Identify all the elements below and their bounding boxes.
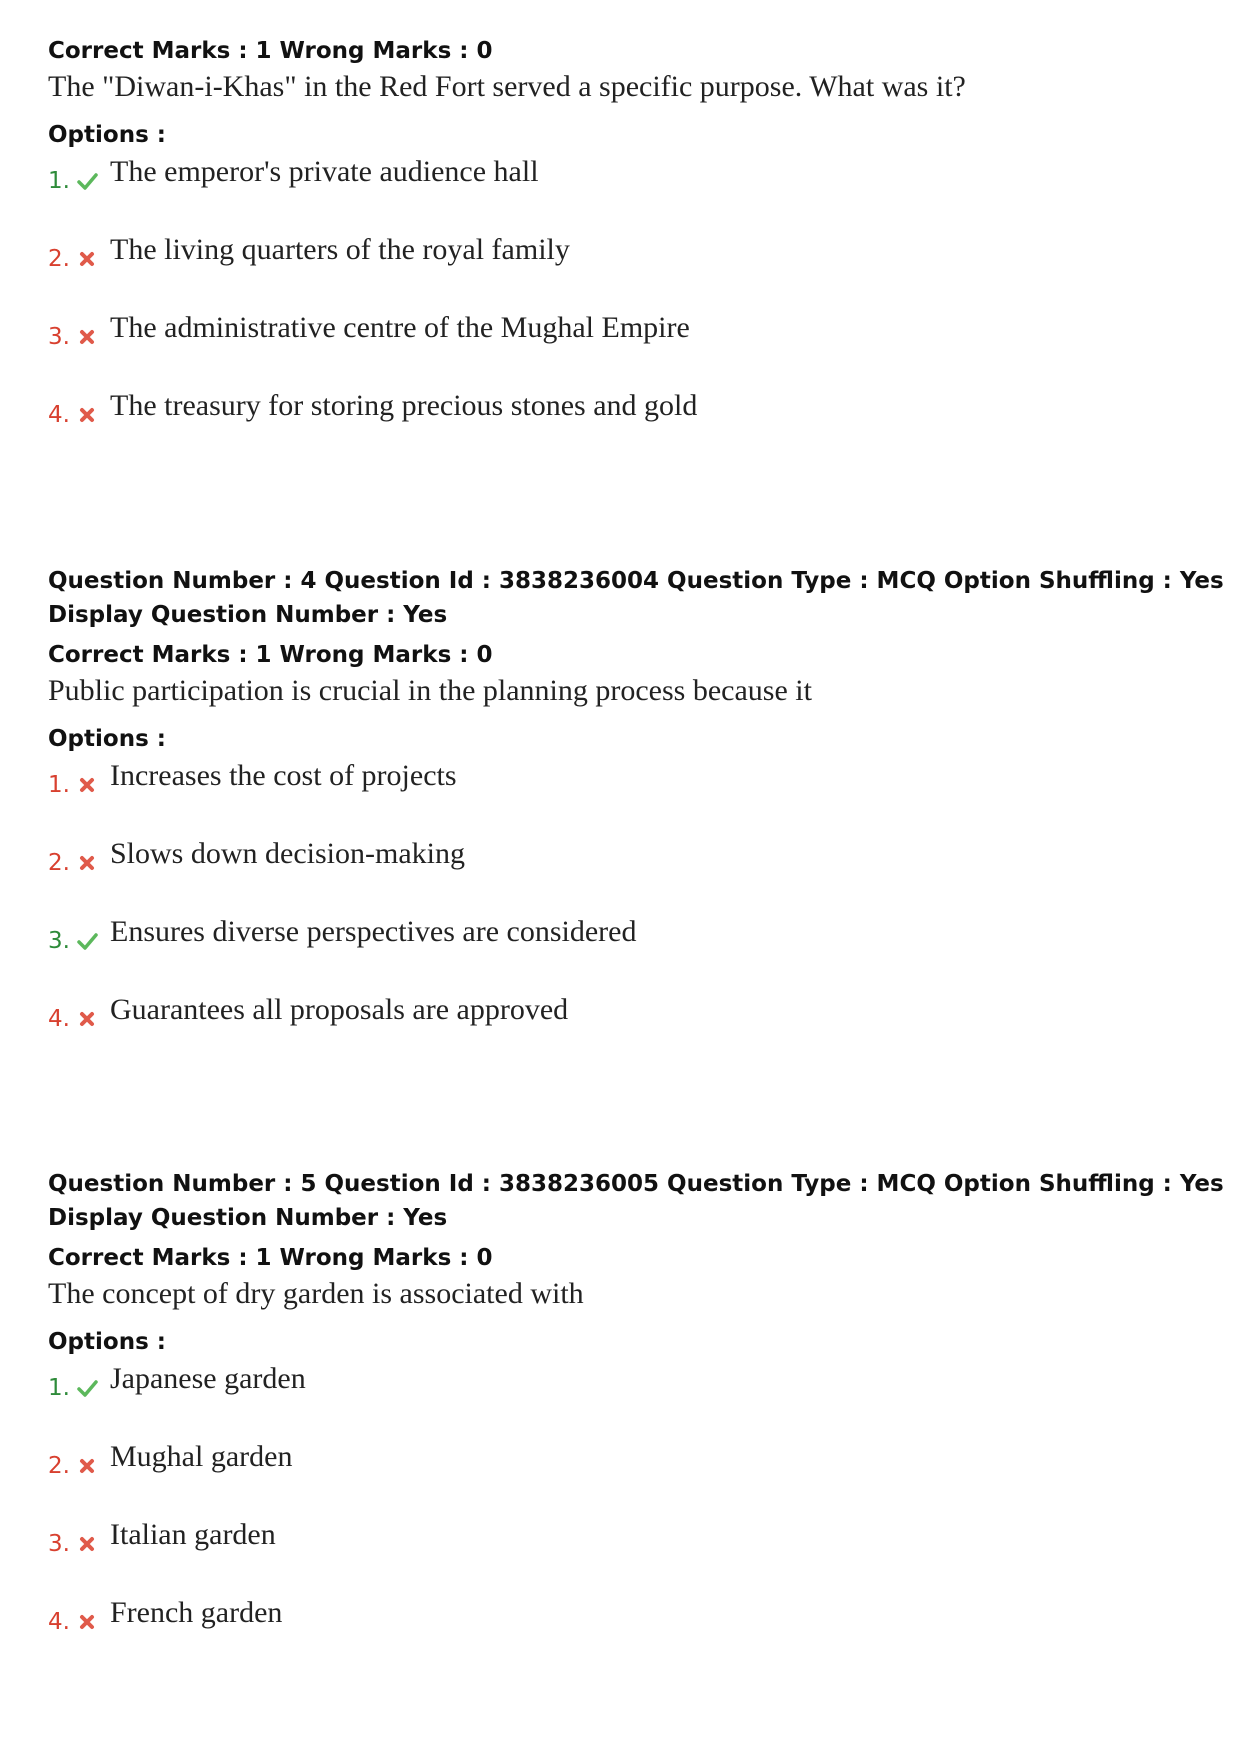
check-icon (76, 930, 98, 952)
options-label: Options : (48, 122, 166, 148)
option-number: 4. (48, 1609, 70, 1635)
question-header: Question Number : 5 Question Id : 3838236005 Question Type : MCQ Option Shuffling : Yes (48, 1171, 1224, 1197)
option-item[interactable] (48, 1359, 1208, 1437)
option-item[interactable] (48, 1437, 1208, 1515)
option-item[interactable] (48, 1515, 1208, 1593)
option-item[interactable] (48, 308, 1208, 386)
option-text: The emperor's private audience hall (110, 155, 539, 188)
option-item[interactable] (48, 834, 1208, 912)
question-header: Question Number : 4 Question Id : 3838236004 Question Type : MCQ Option Shuffling : Yes (48, 568, 1224, 594)
option-text: Slows down decision-making (110, 837, 465, 870)
option-text: Italian garden (110, 1518, 276, 1551)
option-item[interactable] (48, 152, 1208, 230)
option-number: 4. (48, 1006, 70, 1032)
option-number: 3. (48, 1531, 70, 1557)
option-number: 2. (48, 1453, 70, 1479)
option-text: Japanese garden (110, 1362, 306, 1395)
question-text: The concept of dry garden is associated with (48, 1277, 584, 1310)
option-number: 4. (48, 402, 70, 428)
option-text: Ensures diverse perspectives are considered (110, 915, 637, 948)
option-text: Mughal garden (110, 1440, 293, 1473)
marks-line: Correct Marks : 1 Wrong Marks : 0 (48, 38, 493, 64)
option-text: The administrative centre of the Mughal Empire (110, 311, 690, 344)
marks-line: Correct Marks : 1 Wrong Marks : 0 (48, 1245, 493, 1271)
option-number: 1. (48, 1375, 70, 1401)
cross-icon (76, 1008, 98, 1030)
cross-icon (76, 404, 98, 426)
cross-icon (76, 326, 98, 348)
option-item[interactable] (48, 990, 1208, 1068)
option-number: 2. (48, 246, 70, 272)
question-text: Public participation is crucial in the planning process because it (48, 674, 812, 707)
option-text: The living quarters of the royal family (110, 233, 570, 266)
cross-icon (76, 1611, 98, 1633)
option-text: Guarantees all proposals are approved (110, 993, 569, 1026)
display-question-number: Display Question Number : Yes (48, 1205, 448, 1231)
option-text: The treasury for storing precious stones and gold (110, 389, 698, 422)
option-item[interactable] (48, 912, 1208, 990)
marks-line: Correct Marks : 1 Wrong Marks : 0 (48, 642, 493, 668)
option-number: 3. (48, 324, 70, 350)
question-block (48, 34, 1208, 464)
option-text: French garden (110, 1596, 283, 1629)
question-text: The "Diwan-i-Khas" in the Red Fort served a specific purpose. What was it? (48, 70, 966, 103)
cross-icon (76, 248, 98, 270)
option-number: 1. (48, 772, 70, 798)
option-number: 2. (48, 850, 70, 876)
options-list (48, 756, 1208, 1068)
option-item[interactable] (48, 756, 1208, 834)
options-label: Options : (48, 726, 166, 752)
options-label: Options : (48, 1329, 166, 1355)
cross-icon (76, 1533, 98, 1555)
options-list (48, 152, 1208, 464)
option-text: Increases the cost of projects (110, 759, 457, 792)
display-question-number: Display Question Number : Yes (48, 602, 448, 628)
cross-icon (76, 852, 98, 874)
options-list (48, 1359, 1208, 1671)
option-item[interactable] (48, 386, 1208, 464)
cross-icon (76, 774, 98, 796)
option-item[interactable] (48, 1593, 1208, 1671)
check-icon (76, 170, 98, 192)
question-block (48, 1167, 1224, 1671)
option-number: 1. (48, 168, 70, 194)
cross-icon (76, 1455, 98, 1477)
option-item[interactable] (48, 230, 1208, 308)
option-number: 3. (48, 928, 70, 954)
check-icon (76, 1377, 98, 1399)
question-block (48, 564, 1224, 1068)
